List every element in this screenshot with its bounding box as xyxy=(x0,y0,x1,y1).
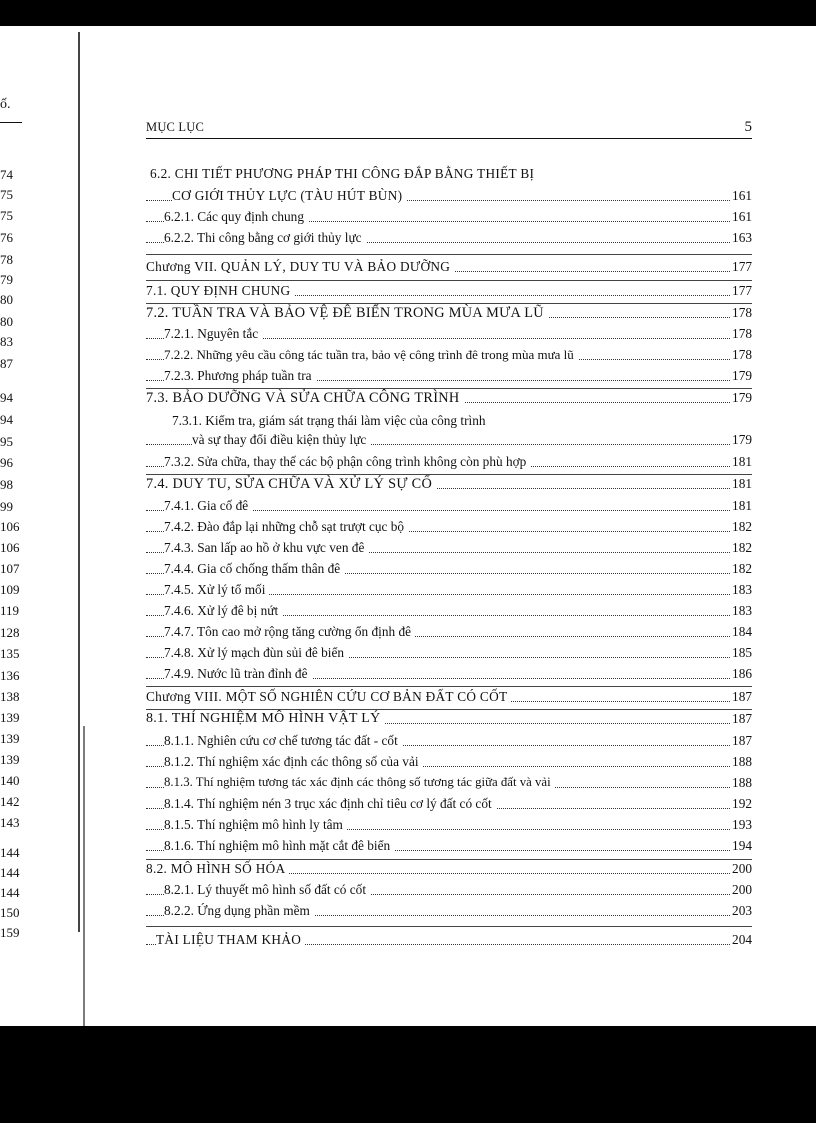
toc-entry-page: 177 xyxy=(732,259,752,274)
section-divider xyxy=(146,859,752,860)
toc-entry-page: 200 xyxy=(732,861,752,876)
book-page xyxy=(0,26,816,1026)
toc-entry[interactable] xyxy=(146,390,752,410)
left-page-number: 75 xyxy=(0,208,13,223)
toc-entry-page: 183 xyxy=(732,603,752,618)
toc-entry-page: 203 xyxy=(732,903,752,918)
toc-entry-page: 181 xyxy=(732,454,752,469)
left-page-number: 94 xyxy=(0,412,13,427)
toc-entry-label: 6.2.2. Thi công bằng cơ giới thủy lực xyxy=(164,230,366,246)
left-page-number: 109 xyxy=(0,582,20,597)
toc-entry[interactable] xyxy=(146,230,752,250)
left-page-number: 87 xyxy=(0,356,13,371)
left-page-number: 79 xyxy=(0,272,13,287)
toc-entry[interactable] xyxy=(146,283,752,303)
toc-entry-label: 7.1. QUY ĐỊNH CHUNG xyxy=(146,283,294,299)
toc-entry[interactable] xyxy=(146,582,752,602)
toc-entry-page: 185 xyxy=(732,645,752,660)
toc-entry-label: 7.4.4. Gia cố chống thấm thân đê xyxy=(164,561,344,577)
toc-entry[interactable] xyxy=(146,666,752,686)
left-page-number: 119 xyxy=(0,603,20,618)
toc-entry[interactable] xyxy=(146,861,752,881)
left-page-number: 94 xyxy=(0,390,13,405)
left-page-number: 99 xyxy=(0,499,13,514)
toc-entry[interactable] xyxy=(146,540,752,560)
toc-entry[interactable] xyxy=(146,209,752,229)
left-page-number: 76 xyxy=(0,230,13,245)
toc-entry-page: 188 xyxy=(732,775,752,790)
section-divider xyxy=(146,709,752,710)
toc-entry[interactable] xyxy=(146,711,752,731)
toc-entry[interactable] xyxy=(146,733,752,753)
toc-entry-page: 193 xyxy=(732,817,752,832)
toc-entry-page: 178 xyxy=(732,305,752,320)
toc-entry-page: 179 xyxy=(732,432,752,447)
toc-entry[interactable] xyxy=(146,624,752,644)
toc-entry-page: 179 xyxy=(732,390,752,405)
toc-entry-page: 182 xyxy=(732,561,752,576)
toc-entry-page: 182 xyxy=(732,519,752,534)
toc-entry-label: 7.3. BẢO DƯỠNG VÀ SỬA CHỮA CÔNG TRÌNH xyxy=(146,390,464,407)
left-page-number: 143 xyxy=(0,815,20,830)
left-page-number: 140 xyxy=(0,773,20,788)
toc-entry-label: 7.2. TUẦN TRA VÀ BẢO VỆ ĐÊ BIỂN TRONG MÙA MƯA LŨ xyxy=(146,305,548,322)
page-spine-shadow xyxy=(78,32,80,932)
left-page-number: 136 xyxy=(0,668,20,683)
left-page-number: 96 xyxy=(0,455,13,470)
left-page-number: 106 xyxy=(0,519,20,534)
toc-entry-label: 7.4.8. Xử lý mạch đùn sủi đê biển xyxy=(164,645,348,661)
toc-entry[interactable] xyxy=(146,476,752,496)
toc-entry-label: 7.3.2. Sửa chữa, thay thế các bộ phận công trình không còn phù hợp xyxy=(164,454,530,470)
toc-entry[interactable] xyxy=(146,932,752,952)
toc-entry-label: và sự thay đổi điều kiện thủy lực xyxy=(192,432,370,448)
left-page-number: 144 xyxy=(0,865,20,880)
toc-entry-page: 188 xyxy=(732,754,752,769)
left-page-number: 98 xyxy=(0,477,13,492)
toc-entry-page: 178 xyxy=(732,326,752,341)
toc-entry-label: 7.3.1. Kiểm tra, giám sát trạng thái làm việc của công trình xyxy=(172,413,486,428)
toc-entry-label: Chương VII. QUẢN LÝ, DUY TU VÀ BẢO DƯỠNG xyxy=(146,259,454,275)
toc-entry-label: 7.2.1. Nguyên tắc xyxy=(164,326,262,342)
toc-entry-label: 7.4.3. San lấp ao hồ ở khu vực ven đê xyxy=(164,540,368,556)
toc-entry[interactable] xyxy=(146,603,752,623)
left-page-number: 78 xyxy=(0,252,13,267)
toc-entry-label: TÀI LIỆU THAM KHẢO xyxy=(156,932,305,948)
toc-entry[interactable] xyxy=(146,432,752,452)
left-page-number: 80 xyxy=(0,292,13,307)
left-page-number: 83 xyxy=(0,334,13,349)
left-page-number: 138 xyxy=(0,689,20,704)
left-page-number: 107 xyxy=(0,561,20,576)
toc-entry[interactable] xyxy=(146,368,752,388)
page-header-title: MỤC LỤC xyxy=(146,120,205,134)
left-page-number: 139 xyxy=(0,752,20,767)
section-divider xyxy=(146,254,752,255)
section-divider xyxy=(146,388,752,389)
toc-entry-label: 8.1.5. Thí nghiệm mô hình ly tâm xyxy=(164,817,347,833)
toc-entry[interactable] xyxy=(146,561,752,581)
toc-entry-label: 8.1.4. Thí nghiệm nén 3 trục xác định chỉ tiêu cơ lý đất có cốt xyxy=(164,796,496,812)
left-page-number: 139 xyxy=(0,731,20,746)
toc-entry-page: 181 xyxy=(732,498,752,513)
left-page-number: 142 xyxy=(0,794,20,809)
left-page-number: 106 xyxy=(0,540,20,555)
left-page-number: 95 xyxy=(0,434,13,449)
toc-entry-label: 7.4.7. Tôn cao mở rộng tăng cường ổn định đê xyxy=(164,624,415,640)
toc-entry-label: 8.1.6. Thí nghiệm mô hình mặt cắt đê biển xyxy=(164,838,394,854)
toc-entry[interactable] xyxy=(146,259,752,279)
toc-entry[interactable] xyxy=(146,817,752,837)
toc-entry-page: 178 xyxy=(732,347,752,362)
section-divider xyxy=(146,303,752,304)
toc-entry-page: 177 xyxy=(732,283,752,298)
toc-entry-page: 187 xyxy=(732,689,752,704)
toc-entry-label: 7.2.2. Những yêu cầu công tác tuần tra, bảo vệ công trình đê trong mùa mưa lũ xyxy=(164,347,578,363)
toc-entry[interactable] xyxy=(146,645,752,665)
toc-entry-page: 161 xyxy=(732,188,752,203)
toc-entry-page: 204 xyxy=(732,932,752,947)
left-page-number: 150 xyxy=(0,905,20,920)
toc-entry-page: 187 xyxy=(732,711,752,726)
left-page-number: 135 xyxy=(0,646,20,661)
toc-entry[interactable] xyxy=(146,347,752,367)
toc-entry-label: 8.2. MÔ HÌNH SỐ HÓA xyxy=(146,861,289,877)
toc-entry-label: 7.4.6. Xử lý đê bị nứt xyxy=(164,603,282,619)
toc-entry-label: 7.2.3. Phương pháp tuần tra xyxy=(164,368,316,384)
toc-entry-label: 8.2.2. Ứng dụng phần mềm xyxy=(164,903,314,919)
toc-entry-label: 7.4.1. Gia cố đê xyxy=(164,498,252,514)
toc-entry[interactable] xyxy=(146,903,752,923)
toc-entry[interactable] xyxy=(146,838,752,858)
left-page-number: 144 xyxy=(0,885,20,900)
section-divider xyxy=(146,280,752,281)
toc-entry[interactable] xyxy=(146,754,752,774)
left-page-number: 75 xyxy=(0,187,13,202)
toc-entry-page: 194 xyxy=(732,838,752,853)
toc-entry[interactable] xyxy=(146,454,752,474)
toc-entry-label: CƠ GIỚI THỦY LỰC (TÀU HÚT BÙN) xyxy=(172,188,406,204)
toc-entry-page: 183 xyxy=(732,582,752,597)
toc-entry-page: 181 xyxy=(732,476,752,491)
toc-entry-label: 6.2.1. Các quy định chung xyxy=(164,209,308,225)
toc-entry-label: 8.1. THÍ NGHIỆM MÔ HÌNH VẬT LÝ xyxy=(146,711,385,727)
toc-entry[interactable] xyxy=(146,326,752,346)
toc-entry-label: 8.1.1. Nghiên cứu cơ chế tương tác đất - cốt xyxy=(164,733,402,749)
toc-entry-page: 200 xyxy=(732,882,752,897)
left-header-rule xyxy=(0,122,22,123)
toc-entry-label: 8.2.1. Lý thuyết mô hình số đất có cốt xyxy=(164,882,370,898)
toc-entry-page: 186 xyxy=(732,666,752,681)
toc-entry[interactable] xyxy=(146,796,752,816)
toc-entry-page: 179 xyxy=(732,368,752,383)
toc-entry-label: 8.1.3. Thí nghiệm tương tác xác định các thông số tương tác giữa đất và vải xyxy=(164,775,555,790)
toc-entry-label: 7.4. DUY TU, SỬA CHỮA VÀ XỬ LÝ SỰ CỐ xyxy=(146,476,436,493)
toc-entry-label: 7.4.5. Xử lý tổ mối xyxy=(164,582,269,598)
toc-entry-page: 187 xyxy=(732,733,752,748)
toc-entry-label: 8.1.2. Thí nghiệm xác định các thông số của vải xyxy=(164,754,423,770)
left-page-number: 144 xyxy=(0,845,20,860)
toc-entry[interactable] xyxy=(146,689,752,709)
toc-entry[interactable] xyxy=(146,519,752,539)
toc-entry-page: 163 xyxy=(732,230,752,245)
left-header-fragment: ố. xyxy=(0,97,11,112)
toc-section-title: 6.2. CHI TIẾT PHƯƠNG PHÁP THI CÔNG ĐẮP BẰNG THIẾT BỊ xyxy=(150,166,535,181)
toc-entry[interactable] xyxy=(146,305,752,325)
toc-entry-page: 182 xyxy=(732,540,752,555)
page-header xyxy=(146,118,752,139)
toc-entry-page: 161 xyxy=(732,209,752,224)
left-page-number: 139 xyxy=(0,710,20,725)
section-divider xyxy=(146,686,752,687)
page-number: 5 xyxy=(744,119,752,135)
left-page-number: 159 xyxy=(0,925,20,940)
toc-entry-page: 192 xyxy=(732,796,752,811)
toc-entry[interactable] xyxy=(146,498,752,518)
section-divider xyxy=(146,474,752,475)
toc-entry-label: Chương VIII. MỘT SỐ NGHIÊN CỨU CƠ BẢN ĐẤT CÓ CỐT xyxy=(146,689,511,705)
section-divider xyxy=(146,926,752,927)
page-spine-shadow-lower xyxy=(83,726,85,1026)
left-page-number: 80 xyxy=(0,314,13,329)
toc-entry[interactable] xyxy=(146,188,752,208)
left-page-number: 74 xyxy=(0,167,13,182)
toc-entry-label: 7.4.9. Nước lũ tràn đỉnh đê xyxy=(164,666,312,682)
toc-entry[interactable] xyxy=(146,882,752,902)
left-page-number: 128 xyxy=(0,625,20,640)
toc-entry-label: 7.4.2. Đào đắp lại những chỗ sạt trượt cục bộ xyxy=(164,519,408,535)
toc-entry-page: 184 xyxy=(732,624,752,639)
toc-entry[interactable] xyxy=(146,775,752,795)
